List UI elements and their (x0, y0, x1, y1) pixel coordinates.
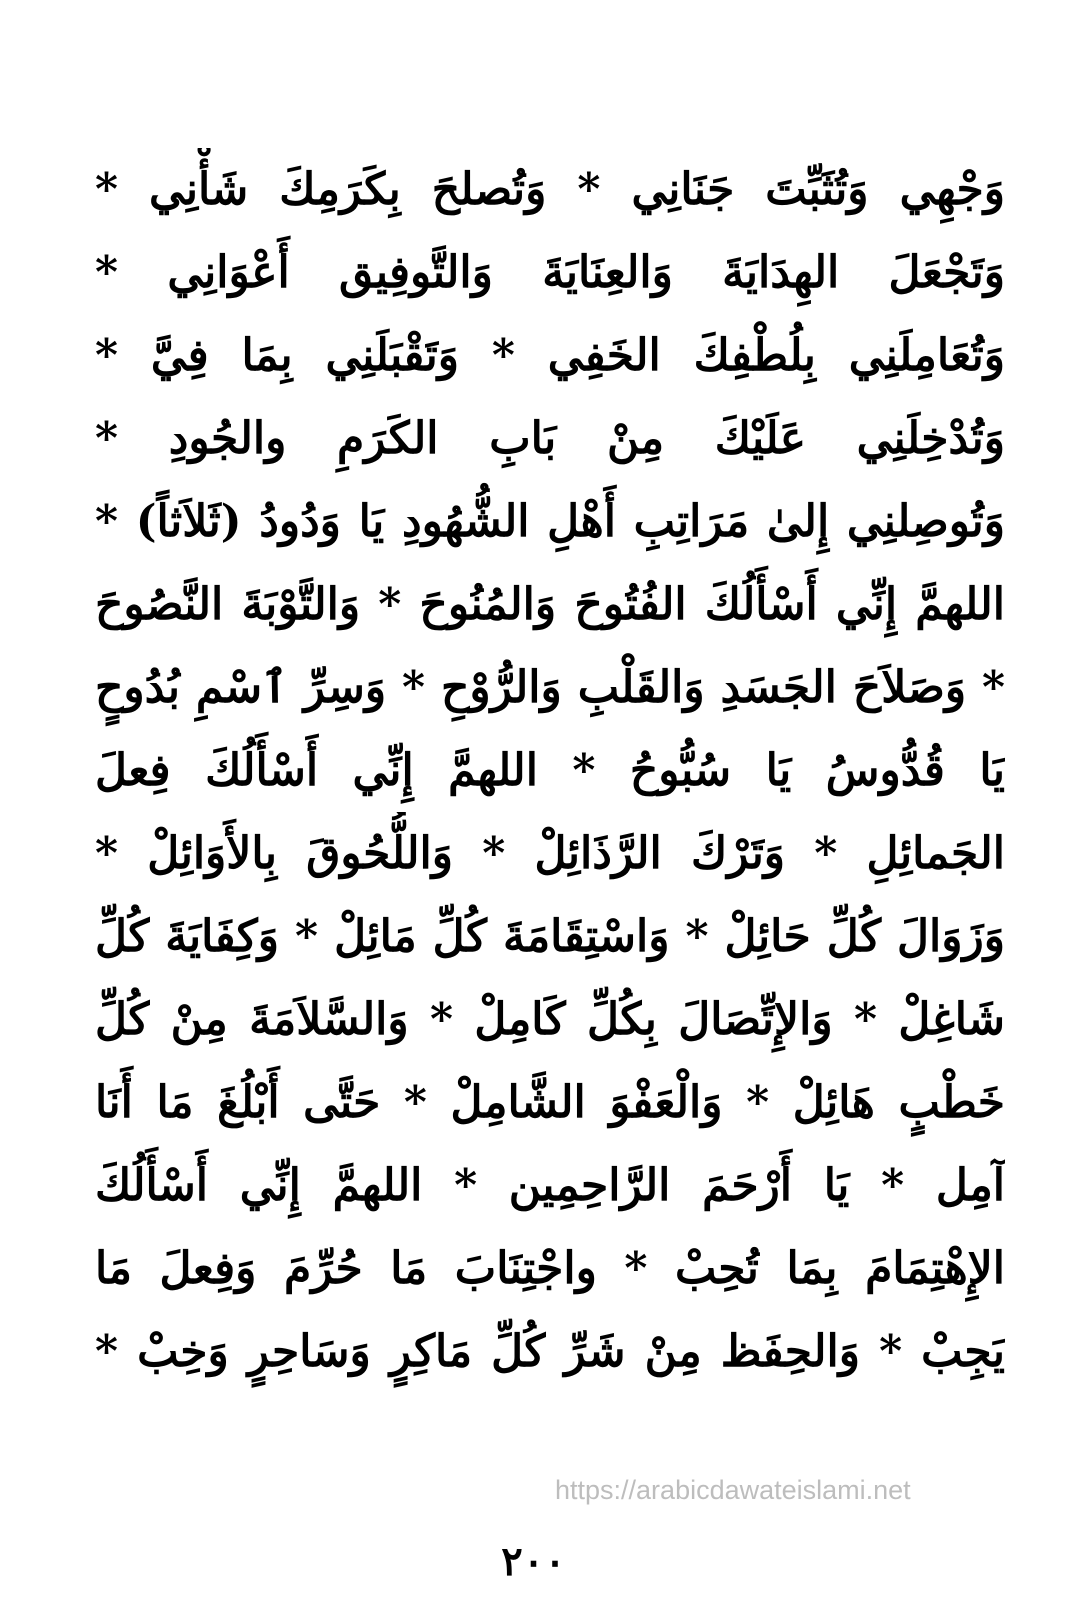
text-line-8: يَا قُدُّوسُ يَا سُبُّوحُ * اللهمَّ إِنِّي أَسْأَلُكَ فِعلَ (95, 745, 1005, 796)
text-line-1: وَجْهِي وَتُثَبِّتَ جَنَانِي * وَتُصلحَ بِكَرَمِكَ شَأْنِي * (95, 164, 1005, 215)
text-line-6: اللهمَّ إِنِّي أَسْأَلُكَ الفُتُوحَ وَالمُنُوحَ * وَالتَّوْبَةَ النَّصُوحَ (95, 579, 1005, 630)
text-line-12: خَطْبٍ هَائِلْ * وَالْعَفْوَ الشَّامِلْ * حَتَّى أَبْلُغَ مَا أَنَا (95, 1077, 1005, 1128)
prayer-text-block (95, 148, 1005, 1393)
text-line-10: وَزَوَالَ كُلِّ حَائِلْ * وَاسْتِقَامَةَ كُلِّ مَائِلْ * وَكِفَايَةَ كُلِّ (95, 911, 1005, 962)
text-line-5: وَتُوصِلنِي إِلىٰ مَرَاتِبِ أَهْلِ الشُّهُودِ يَا وَدُودُ (ثَلاَثاً) * (95, 496, 1005, 547)
text-line-9: الجَمائِلِ * وَتَرْكَ الرَّذَائِلْ * وَاللُّحُوقَ بِالأَوَائِلْ * (95, 828, 1005, 879)
website-watermark: https://arabicdawateislami.net (555, 1475, 911, 1505)
text-line-3: وَتُعَامِلَنِي بِلُطْفِكَ الخَفِي * وَتَقْبَلَنِي بِمَا فِيَّ * (95, 330, 1005, 381)
text-line-14: الإِهْتِمَامَ بِمَا تُحِبْ * واجْتِنَابَ مَا حُرِّمَ وَفِعلَ مَا (95, 1243, 1005, 1294)
text-line-13: آمِل * يَا أَرْحَمَ الرَّاحِمِين * اللهمَّ إِنِّي أَسْأَلُكَ (95, 1160, 1005, 1211)
page-number: ٢٠٠ (501, 1538, 566, 1585)
text-line-11: شَاغِلْ * وَالإِتِّصَالَ بِكُلِّ كَامِلْ * وَالسَّلاَمَةَ مِنْ كُلِّ (95, 994, 1005, 1045)
text-line-15: يَجِبْ * وَالحِفَظ مِنْ شَرِّ كُلِّ مَاكِرٍ وَسَاحِرٍ وَخِبْ * (95, 1326, 1005, 1377)
text-line-4: وَتُدْخِلَنِي عَلَيْكَ مِنْ بَابِ الكَرَمِ والجُودِ * (95, 413, 1005, 464)
text-line-7: * وَصَلاَحَ الجَسَدِ وَالقَلْبِ وَالرُّوْحِ * وَسِرِّ ٱسْمِ بُدُوحٍ (95, 662, 1005, 713)
text-line-2: وَتَجْعَلَ الهِدَايَةَ وَالعِنَايَةَ وَالتَّوفِيق أَعْوَانِي * (95, 247, 1005, 298)
